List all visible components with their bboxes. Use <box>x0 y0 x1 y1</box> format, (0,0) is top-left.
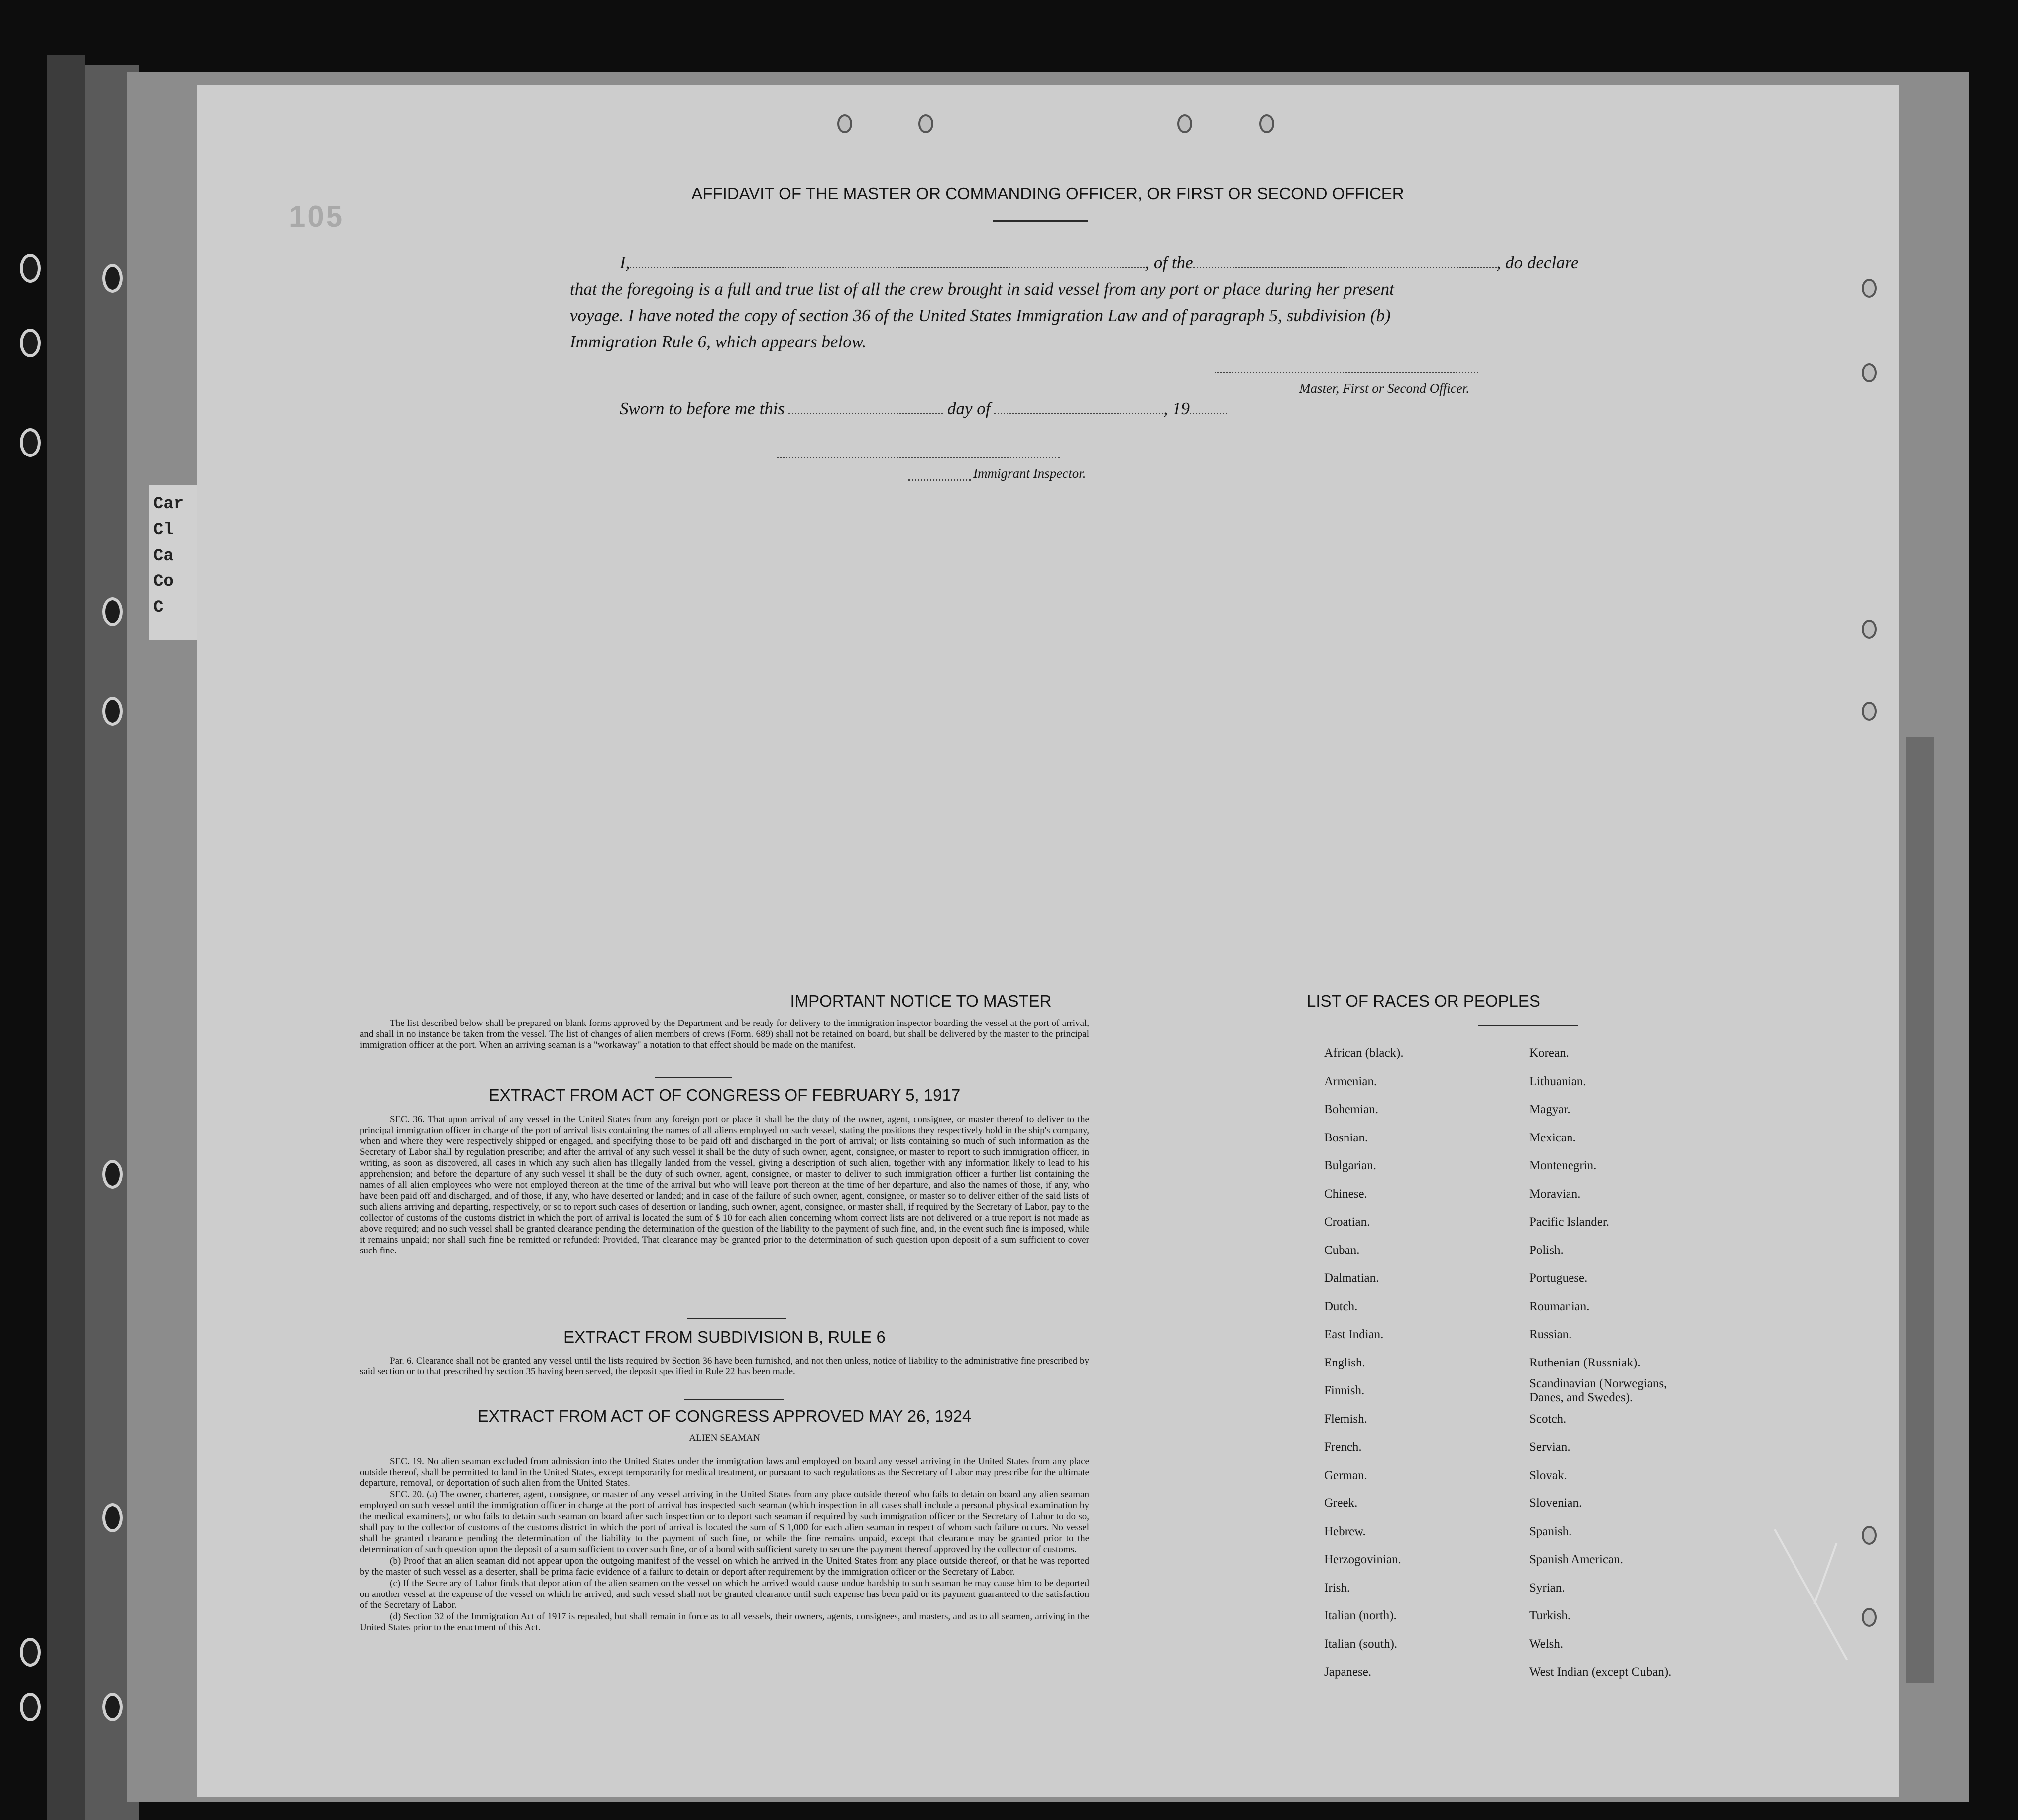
race-item: Croatian. <box>1324 1215 1370 1229</box>
race-item: Montenegrin. <box>1529 1159 1597 1172</box>
race-item: Spanish American. <box>1529 1553 1623 1566</box>
affidavit-title: AFFIDAVIT OF THE MASTER OR COMMANDING OFFICER, OR FIRST OR SECOND OFFICER <box>691 184 1404 203</box>
extract-1917-title: EXTRACT FROM ACT OF CONGRESS OF FEBRUARY 5, 1917 <box>488 1086 961 1104</box>
inspector-signature-field[interactable] <box>777 445 1060 458</box>
form-sheet <box>197 85 1899 1797</box>
notice-title: IMPORTANT NOTICE TO MASTER <box>790 992 1052 1010</box>
punch-hole <box>1862 620 1877 639</box>
punch-hole <box>1862 702 1877 721</box>
races-title: LIST OF RACES OR PEOPLES <box>1307 992 1540 1010</box>
extract-rule6-body: Par. 6. Clearance shall not be granted any vessel until the lists required by Section 36 have been furnished, and not then unless, notice of liability to the administrative fine prescribed by said section or to that prescribed by section 35 having been served, the deposit specified in Rule 22 has been made. <box>360 1356 1089 1377</box>
side-tab-label: Car Cl Ca Co C <box>149 485 197 640</box>
sworn-day-field[interactable] <box>788 401 943 414</box>
extract-1924-subtitle: ALIEN SEAMAN <box>689 1433 760 1443</box>
punch-hole <box>1862 1526 1877 1545</box>
punch-hole <box>1862 279 1877 298</box>
race-item: Flemish. <box>1324 1412 1367 1426</box>
race-item: Pacific Islander. <box>1529 1215 1610 1229</box>
sec-20c: (c) If the Secretary of Labor finds that deportation of the alien seamen on the vessel on which he arrived would cause undue hardship to such seaman he may cause him to be deported on another vessel at the expense of the vessel on which he arrived, and such vessel shall not be granted clearance until such expense has been paid or its payment guaranteed to the satisfaction of the Secretary of Labor. <box>360 1578 1089 1610</box>
inspector-signature-lead <box>908 470 971 481</box>
binder-hole <box>102 1503 123 1532</box>
divider <box>655 1077 732 1078</box>
race-item: Russian. <box>1529 1328 1572 1341</box>
vessel-name-field[interactable] <box>1193 255 1497 268</box>
race-item: Japanese. <box>1324 1665 1372 1679</box>
race-item: Welsh. <box>1529 1637 1564 1651</box>
race-item: Scandinavian (Norwegians, Danes, and Swedes). <box>1529 1377 1667 1404</box>
bleed-through-stamp-number: 105 <box>289 200 345 233</box>
race-item: Roumanian. <box>1529 1299 1590 1313</box>
sworn-month-field[interactable] <box>994 401 1163 414</box>
binder-hole <box>102 697 123 726</box>
sec-20b: (b) Proof that an alien seaman did not appear upon the outgoing manifest of the vessel on which he arrived in the United States from any place outside thereof, or that he was reported by the master of such vessel as a deserter, shall be prima facie evidence of a failure to detain or deport after requirement by the immigration officer or the Secretary of Labor. <box>360 1556 1089 1577</box>
master-signature-caption: Master, First or Second Officer. <box>1299 381 1469 396</box>
binder-hole <box>20 428 41 457</box>
race-item: Lithuanian. <box>1529 1074 1586 1088</box>
sheet-edge <box>1906 737 1934 1683</box>
race-item: Bosnian. <box>1324 1131 1368 1144</box>
punch-hole <box>1177 114 1192 133</box>
race-item: East Indian. <box>1324 1328 1384 1341</box>
race-item: Dutch. <box>1324 1299 1358 1313</box>
race-item: Hebrew. <box>1324 1524 1366 1538</box>
divider <box>993 220 1088 222</box>
binder-hole <box>20 329 41 357</box>
extract-1924-title: EXTRACT FROM ACT OF CONGRESS APPROVED MAY 26, 1924 <box>477 1407 972 1425</box>
extract-1924-body <box>360 1456 1089 1634</box>
race-item: English. <box>1324 1356 1365 1369</box>
race-item: Slovenian. <box>1529 1496 1582 1510</box>
race-item: African (black). <box>1324 1046 1404 1060</box>
race-item: Bulgarian. <box>1324 1159 1376 1172</box>
punch-hole <box>837 114 852 133</box>
race-item: Greek. <box>1324 1496 1358 1510</box>
binder-hole <box>102 597 123 626</box>
pencil-mark <box>1813 1543 1837 1604</box>
race-item: Italian (north). <box>1324 1609 1397 1622</box>
race-item: Cuban. <box>1324 1243 1360 1257</box>
race-item: Chinese. <box>1324 1187 1367 1201</box>
sec-20a: SEC. 20. (a) The owner, charterer, agent, consignee, or master of any vessel arriving in the United States from any place outside thereof who fails to detain on board any alien seaman employed on such vessel until the immigration officer in charge at the port of arrival has inspected such seaman (which inspection in all cases shall include a personal physical examination by the medical examiners), or who fails to detain such seaman on board after such inspection or to deport such seaman if required by such immigration officer or the Secretary of Labor to do so, shall pay to the collector of customs of the customs district in which the port of arrival is located the sum of $ 1,000 for each alien seaman in respect of whom such failure occurs. No vessel shall be granted clearance pending the determination of the liability to the payment of such fine, or while the fine remains unpaid, except that clearance may be granted prior to the determination of such question upon the deposit of a sum sufficient to cover such fine, or of a bond with sufficient surety to secure the payment thereof approved by the collector of customs. <box>360 1489 1089 1555</box>
affidavit-line-2: that the foregoing is a full and true list of all the crew brought in said vessel from any port or place during her present <box>570 279 1394 299</box>
pencil-mark <box>1774 1529 1848 1660</box>
race-item: Armenian. <box>1324 1074 1377 1088</box>
sec-20d: (d) Section 32 of the Immigration Act of 1917 is repealed, but shall remain in force as to all vessels, their owners, agents, consignees, and masters, and as to all seamen, arriving in the United States prior to the enactment of this Act. <box>360 1611 1089 1633</box>
race-item: Korean. <box>1529 1046 1569 1060</box>
affidavit-line-1: I, , of the , do declare <box>620 253 1579 272</box>
sworn-line: Sworn to before me this day of , 19 <box>620 397 1466 420</box>
affidavit-line-4: Immigration Rule 6, which appears below. <box>570 332 867 351</box>
binder-hole <box>102 1160 123 1189</box>
race-item: Moravian. <box>1529 1187 1581 1201</box>
binder-hole <box>102 1693 123 1721</box>
race-item: French. <box>1324 1440 1362 1454</box>
race-item: Mexican. <box>1529 1131 1576 1144</box>
sec-19: SEC. 19. No alien seaman excluded from admission into the United States under the immigration laws and employed on board any vessel arriving in the United States from any place outside thereof, shall be permitted to land in the United States, except temporarily for medical treatment, or pursuant to such regulations as the Secretary of Labor may prescribe for the ultimate departure, removal, or deportation of such alien from the United States. <box>360 1456 1089 1488</box>
race-item: Spanish. <box>1529 1524 1572 1538</box>
binder-strip <box>47 55 85 1820</box>
divider <box>687 1318 786 1319</box>
punch-hole <box>1862 363 1877 382</box>
race-item: Portuguese. <box>1529 1271 1588 1285</box>
race-item: Irish. <box>1324 1581 1350 1594</box>
inspector-caption: Immigrant Inspector. <box>973 466 1086 481</box>
races-column-2 <box>1529 1039 1693 1687</box>
race-item: Servian. <box>1529 1440 1570 1454</box>
race-item: Magyar. <box>1529 1103 1570 1116</box>
races-column-1 <box>1324 1039 1404 1687</box>
race-item: West Indian (except Cuban). <box>1529 1665 1672 1679</box>
race-item: Syrian. <box>1529 1581 1565 1594</box>
binder-hole <box>102 264 123 293</box>
sworn-year-field[interactable] <box>1190 401 1227 414</box>
race-item: Italian (south). <box>1324 1637 1398 1651</box>
race-item: Ruthenian (Russniak). <box>1529 1356 1641 1369</box>
punch-hole <box>1259 114 1274 133</box>
binder-hole <box>20 1638 41 1667</box>
race-item: Turkish. <box>1529 1609 1571 1622</box>
notice-body: The list described below shall be prepared on blank forms approved by the Department and be ready for delivery to the immigration inspector boarding the vessel at the port of arrival, and shall in no instance be taken from the vessel. The list of changes of alien members of crews (Form. 689) shall not be retained on board, but shall be delivered by the master to the principal immigration officer at the port. When an arriving seaman is a "workaway" a notation to that effect should be made on the manifest. <box>360 1018 1089 1050</box>
punch-hole <box>1862 1608 1877 1627</box>
extract-rule6-title: EXTRACT FROM SUBDIVISION B, RULE 6 <box>563 1328 886 1346</box>
divider <box>684 1399 784 1400</box>
affidavit-line-3: voyage. I have noted the copy of section 36 of the United States Immigration Law and of paragraph 5, subdivision (b) <box>570 306 1391 325</box>
punch-hole <box>918 114 933 133</box>
master-name-field[interactable] <box>630 255 1145 268</box>
binder-hole <box>20 1693 41 1721</box>
race-item: Scotch. <box>1529 1412 1567 1426</box>
race-item: German. <box>1324 1468 1367 1482</box>
divider <box>1478 1025 1578 1026</box>
binder-hole <box>20 254 41 283</box>
race-item: Herzogovinian. <box>1324 1553 1401 1566</box>
race-item: Polish. <box>1529 1243 1564 1257</box>
master-signature-field[interactable] <box>1215 360 1478 373</box>
extract-1917-body: SEC. 36. That upon arrival of any vessel in the United States from any foreign port or place it shall be the duty of the owner, agent, consignee, or master thereof to deliver to the principal immigration officer in charge of the port of arrival lists containing the names of all aliens employed on such vessel, stating the positions they respectively hold in the ship's company, when and where they were respectively shipped or engaged, and specifying those to be paid off and discharged in the port of arrival; or lists containing so much of such information as the Secretary of Labor shall by regulation prescribe; and after the arrival of any such vessel it shall be the duty of such owner, agent, consignee, or master to report to such immigration officer, in writing, as soon as discovered, all cases in which any such alien has illegally landed from the vessel, giving a description of such alien, together with any information likely to lead to his apprehension; and before the departure of any such vessel it shall be the duty of such owner, agent, consignee, or master to deliver to such immigration officer a further list containing the names of all alien employees who were not employed thereon at the time of the arrival but who will leave port thereon at the time of her departure, and also the names of those, if any, who have been paid off and discharged, and of those, if any, who have deserted or landed; and in case of the failure of such owner, agent, consignee, or master so to deliver either of the said lists of such aliens arriving and departing, respectively, or so to report such cases of desertion or landing, such owner, agent, consignee, or master shall, if required by the Secretary of Labor, pay to the collector of customs of the customs district in which the port of arrival is located the sum of $ 10 for each alien concerning whom correct lists are not delivered or a true report is not made as above required; and no such vessel shall be granted clearance pending the determination of the question of the liability to the payment of such fine, and, in the event such fine is imposed, while it remains unpaid; nor shall such fine be remitted or refunded: Provided, That clearance may be granted prior to the determination of such question upon deposit of a sum sufficient to cover such fine. <box>360 1114 1089 1256</box>
race-item: Dalmatian. <box>1324 1271 1379 1285</box>
race-item: Slovak. <box>1529 1468 1567 1482</box>
race-item: Finnish. <box>1324 1384 1365 1397</box>
race-item: Bohemian. <box>1324 1103 1379 1116</box>
